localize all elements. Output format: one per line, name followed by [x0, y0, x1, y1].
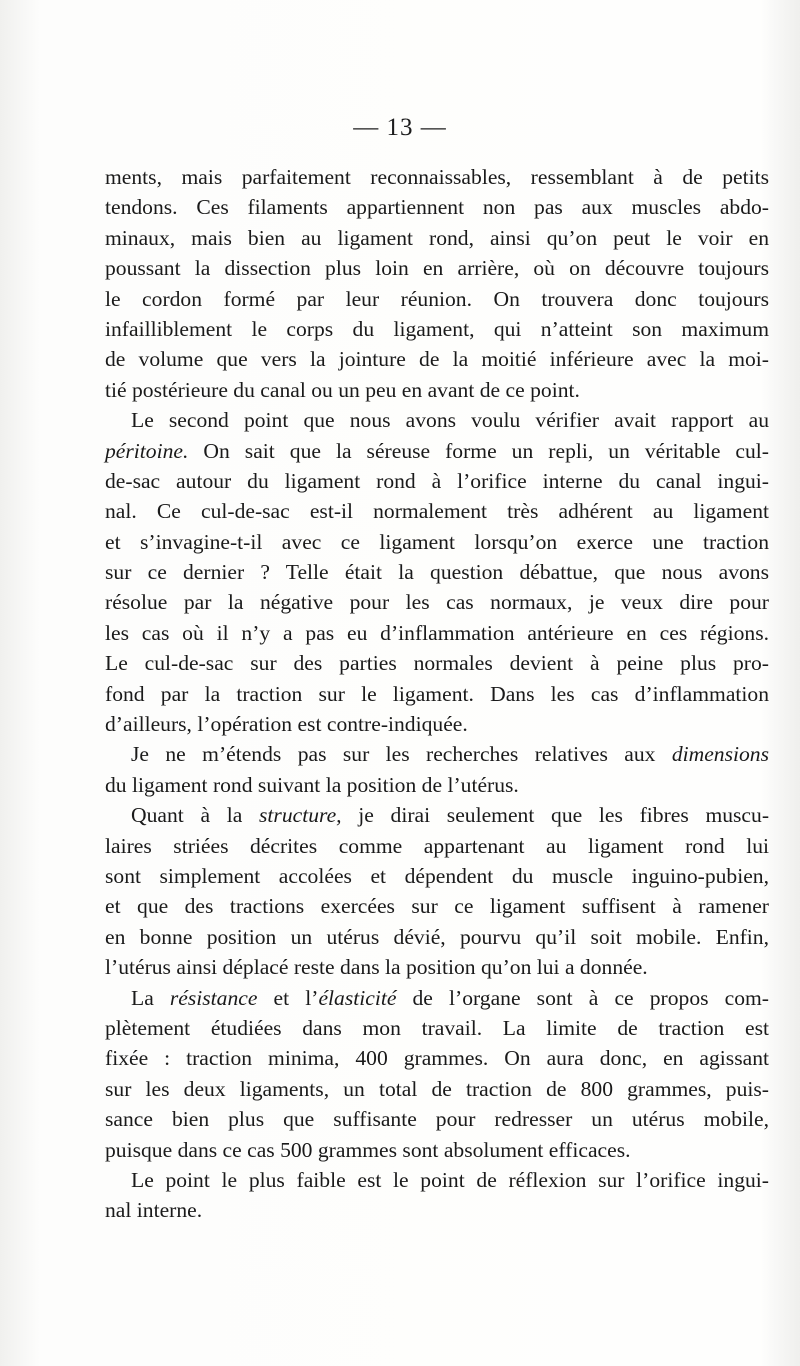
text-line	[105, 436, 769, 466]
text-run: ments, mais parfaitement reconnaissables, ressemblant à de petits	[105, 165, 769, 189]
text-line	[105, 466, 769, 496]
text-run: et s’invagine-t-il avec ce ligament lorsqu’on exerce une traction	[105, 529, 769, 554]
text-run: laires striées décrites comme appartenant au ligament rond lui	[105, 833, 769, 858]
text-run: Le second point que nous avons voulu vérifier avait rapport au	[131, 408, 769, 433]
text-line	[105, 253, 769, 283]
text-run: minaux, mais bien au ligament rond, ainsi qu’on peut le voir en	[105, 225, 769, 250]
text-line	[105, 1195, 769, 1225]
italic-text: péritoine.	[105, 438, 189, 463]
text-run: le cordon formé par leur réunion. On trouvera donc toujours	[105, 286, 769, 311]
text-run: sance bien plus que suffisante pour redresser un utérus mobile,	[105, 1107, 769, 1132]
text-run: La	[131, 985, 170, 1010]
text-line	[105, 1104, 769, 1134]
text-run: Le point le plus faible est le point de réflexion sur l’orifice ingui-	[131, 1167, 769, 1192]
text-run: nal interne.	[105, 1198, 203, 1223]
text-run: sont simplement accolées et dépendent du muscle inguino-pubien,	[105, 863, 769, 888]
text-line	[105, 1013, 769, 1043]
text-line	[105, 679, 769, 709]
text-run: de volume que vers la jointure de la moitié inférieure avec la moi-	[105, 347, 769, 372]
italic-text: élasticité	[318, 985, 397, 1010]
text-run: fond par la traction sur le ligament. Dans les cas d’inflammation	[105, 681, 769, 706]
text-line	[105, 344, 769, 374]
text-run: Je ne m’étends pas sur les recherches relatives aux	[131, 742, 672, 767]
text-run: poussant la dissection plus loin en arrière, où on découvre toujours	[105, 256, 769, 281]
text-run: puisque dans ce cas 500 grammes sont absolument efficaces.	[105, 1137, 631, 1162]
text-run: résolue par la négative pour les cas normaux, je veux dire pour	[105, 590, 769, 615]
text-run: et l’	[257, 985, 319, 1010]
text-run: d’ailleurs, l’opération est contre-indiquée.	[105, 712, 468, 737]
text-line	[105, 648, 769, 678]
text-line	[105, 1165, 769, 1195]
text-line	[105, 861, 769, 891]
text-line	[105, 831, 769, 861]
italic-text: dimensions	[671, 742, 769, 767]
text-line	[105, 405, 769, 435]
text-run: infailliblement le corps du ligament, qui n’atteint son maximum	[105, 316, 769, 341]
text-line	[105, 587, 769, 617]
text-line	[105, 922, 769, 952]
text-line	[105, 1043, 769, 1073]
text-line	[105, 1074, 769, 1104]
text-line	[105, 983, 769, 1013]
text-line	[105, 800, 769, 830]
text-line	[105, 284, 769, 314]
text-run: l’utérus ainsi déplacé reste dans la position qu’on lui a donnée.	[105, 955, 648, 980]
text-run: On sait que la séreuse forme un repli, un véritable cul-	[188, 438, 769, 463]
text-run: les cas où il n’y a pas eu d’inflammation antérieure en ces régions.	[105, 620, 769, 645]
text-line	[105, 162, 769, 192]
text-run: et que des tractions exercées sur ce ligament suffisent à ramener	[105, 894, 769, 919]
text-line	[105, 891, 769, 921]
text-run: Quant à la	[131, 803, 260, 828]
text-run: du ligament rond suivant la position de l’utérus.	[105, 772, 519, 797]
text-run: fixée : traction minima, 400 grammes. On aura donc, en agissant	[105, 1046, 769, 1071]
text-run: sur ce dernier ? Telle était la question débattue, que nous avons	[105, 560, 769, 585]
text-line	[105, 709, 769, 739]
text-line	[105, 952, 769, 982]
text-line	[105, 618, 769, 648]
text-line	[105, 770, 769, 800]
text-line	[105, 557, 769, 587]
page-number: — 13 —	[353, 114, 447, 141]
text-line	[105, 314, 769, 344]
text-run: plètement étudiées dans mon travail. La limite de traction est	[105, 1015, 769, 1040]
text-line	[105, 739, 769, 769]
text-run: nal. Ce cul-de-sac est-il normalement très adhérent au ligament	[105, 499, 769, 524]
italic-text: structure,	[259, 803, 342, 828]
text-line	[105, 496, 769, 526]
text-run: Le cul-de-sac sur des parties normales devient à peine plus pro-	[105, 651, 769, 676]
text-run: tié postérieure du canal ou un peu en avant de ce point.	[105, 377, 580, 402]
text-run: de-sac autour du ligament rond à l’orifice interne du canal ingui-	[105, 468, 769, 493]
text-run: tendons. Ces filaments appartiennent non pas aux muscles abdo-	[105, 195, 769, 220]
text-line	[105, 375, 769, 405]
text-run: je dirai seulement que les fibres muscu-	[341, 803, 770, 828]
text-line	[105, 192, 769, 222]
italic-text: résistance	[169, 985, 258, 1010]
text-run: en bonne position un utérus dévié, pourvu qu’il soit mobile. Enfin,	[105, 924, 769, 949]
text-run: sur les deux ligaments, un total de traction de 800 grammes, puis-	[105, 1076, 769, 1101]
text-line	[105, 1135, 769, 1165]
text-line	[105, 527, 769, 557]
body-text	[105, 162, 769, 1226]
text-run: de l’organe sont à ce propos com-	[396, 985, 769, 1010]
text-line	[105, 223, 769, 253]
